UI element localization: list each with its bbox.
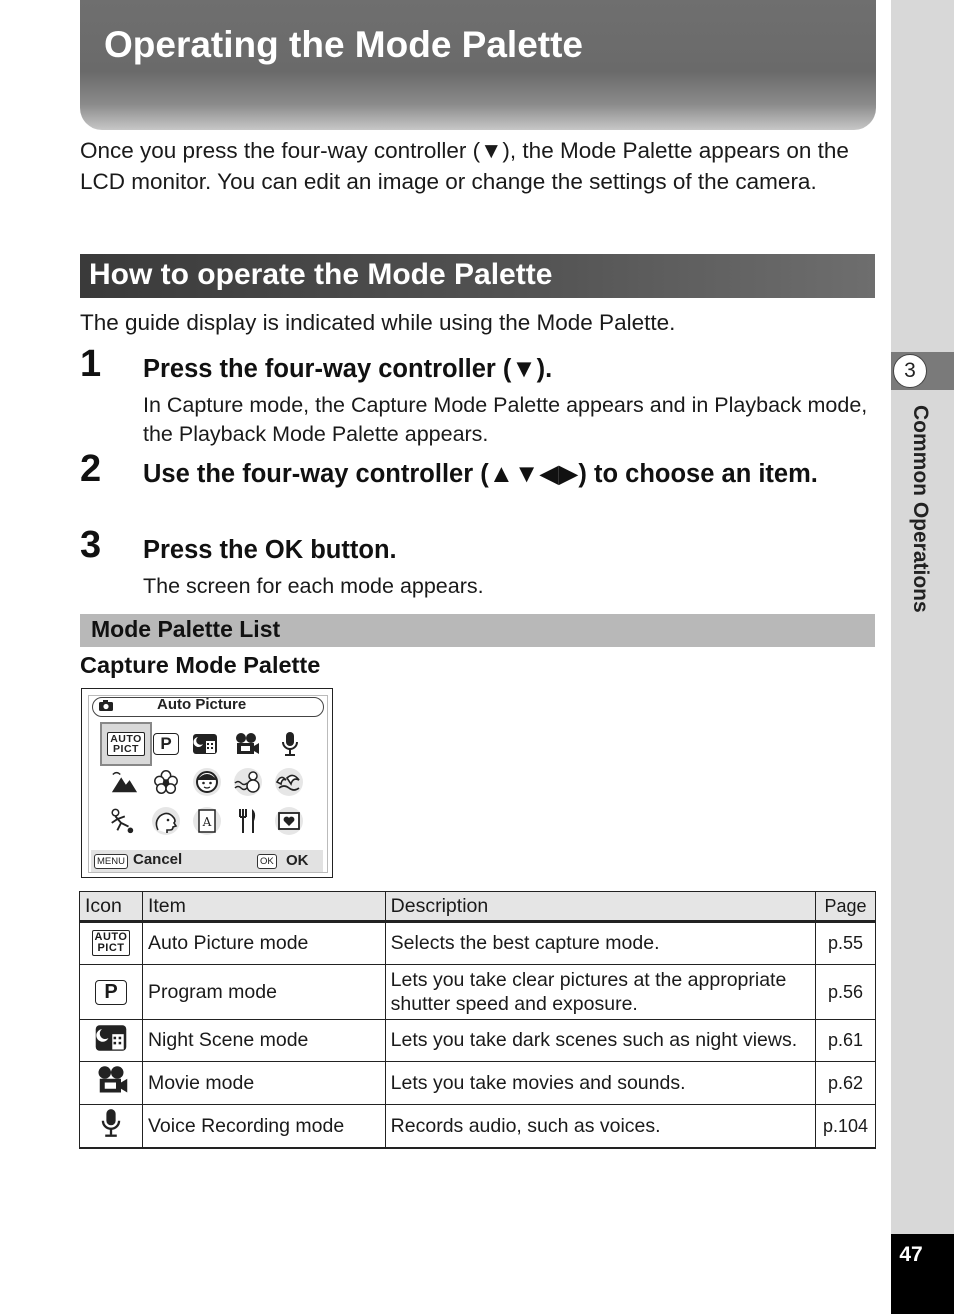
row-item: Auto Picture mode <box>142 922 385 965</box>
sub-heading: Mode Palette List <box>91 616 281 642</box>
lcd-header-label: Auto Picture <box>157 696 247 713</box>
row-page: p.61 <box>816 1020 876 1062</box>
program-mode-icon <box>152 730 180 758</box>
text-icon <box>193 807 221 835</box>
portrait-icon <box>193 768 221 796</box>
pict-line: PICT <box>113 743 139 755</box>
row-item: Night Scene mode <box>142 1020 385 1062</box>
table-header-row <box>80 892 876 922</box>
snow-icon <box>234 768 262 796</box>
auto-pict-icon <box>100 722 152 766</box>
camera-icon <box>98 699 114 715</box>
heart-frame-icon <box>275 807 303 835</box>
table-row <box>80 1105 876 1149</box>
flower-icon <box>152 768 180 796</box>
microphone-icon <box>80 1105 143 1149</box>
step-title: Press the OK button. <box>143 536 397 564</box>
row-page: p.56 <box>816 965 876 1020</box>
step-number: 1 <box>80 343 102 385</box>
header-item: Item <box>142 892 385 922</box>
row-page: p.55 <box>816 922 876 965</box>
sport-icon <box>108 807 136 835</box>
auto-line: AUTO <box>94 931 128 943</box>
step-description: In Capture mode, the Capture Mode Palette appears and in Playback mode, the Playback Mode Palette appears. <box>143 393 868 446</box>
cancel-label: Cancel <box>133 851 183 868</box>
program-mode-icon <box>80 965 143 1020</box>
ok-key: OK <box>257 854 277 869</box>
page-title: Operating the Mode Palette <box>104 24 584 65</box>
guide-text: The guide display is indicated while using the Mode Palette. <box>80 310 676 335</box>
intro-paragraph: Once you press the four-way controller (▼), the Mode Palette appears on the LCD monitor. You can edit an image or change the settings of the camera. <box>80 138 849 194</box>
step-number: 3 <box>80 524 102 566</box>
row-description: Lets you take dark scenes such as night views. <box>385 1020 815 1062</box>
header-icon: Icon <box>80 892 143 922</box>
table-row <box>80 965 876 1020</box>
header-page: Page <box>816 892 876 922</box>
pict-line: PICT <box>97 942 125 954</box>
ok-label: OK <box>286 852 309 869</box>
row-page: p.104 <box>816 1105 876 1149</box>
face-profile-icon <box>152 807 180 835</box>
movie-icon <box>232 730 260 758</box>
auto-pict-icon <box>80 922 143 965</box>
p-label: P <box>153 733 179 755</box>
row-page: p.62 <box>816 1062 876 1105</box>
row-description: Records audio, such as voices. <box>385 1105 815 1149</box>
menu-key: MENU <box>94 854 128 869</box>
landscape-icon <box>110 768 138 796</box>
auto-line: AUTO <box>110 733 142 745</box>
chapter-number: 3 <box>893 354 927 388</box>
table-row <box>80 1062 876 1105</box>
night-scene-icon <box>191 730 219 758</box>
row-description: Lets you take clear pictures at the appropriate shutter speed and exposure. <box>385 965 815 1020</box>
page-number: 47 <box>899 1243 923 1266</box>
row-description: Selects the best capture mode. <box>385 922 815 965</box>
mode-palette-table <box>79 891 876 1149</box>
p-label: P <box>95 980 127 1005</box>
row-description: Lets you take movies and sounds. <box>385 1062 815 1105</box>
food-icon <box>234 807 262 835</box>
step-title: Use the four-way controller (▲▼◀▶) to choose an item. <box>143 460 818 488</box>
table-row <box>80 922 876 965</box>
step-title: Press the four-way controller (▼). <box>143 355 553 383</box>
microphone-icon <box>276 730 304 758</box>
chapter-side-strip <box>891 0 954 1314</box>
row-item: Program mode <box>142 965 385 1020</box>
night-scene-icon <box>80 1020 143 1062</box>
surf-icon <box>275 768 303 796</box>
row-item: Voice Recording mode <box>142 1105 385 1149</box>
header-description: Description <box>385 892 815 922</box>
capture-mode-palette-heading: Capture Mode Palette <box>80 652 321 678</box>
row-item: Movie mode <box>142 1062 385 1105</box>
svg-text:A: A <box>202 815 212 829</box>
chapter-label: Common Operations <box>909 405 932 613</box>
table-row <box>80 1020 876 1062</box>
step-number: 2 <box>80 448 102 490</box>
section-heading: How to operate the Mode Palette <box>89 258 553 291</box>
movie-icon <box>80 1062 143 1105</box>
step-description: The screen for each mode appears. <box>143 574 484 598</box>
